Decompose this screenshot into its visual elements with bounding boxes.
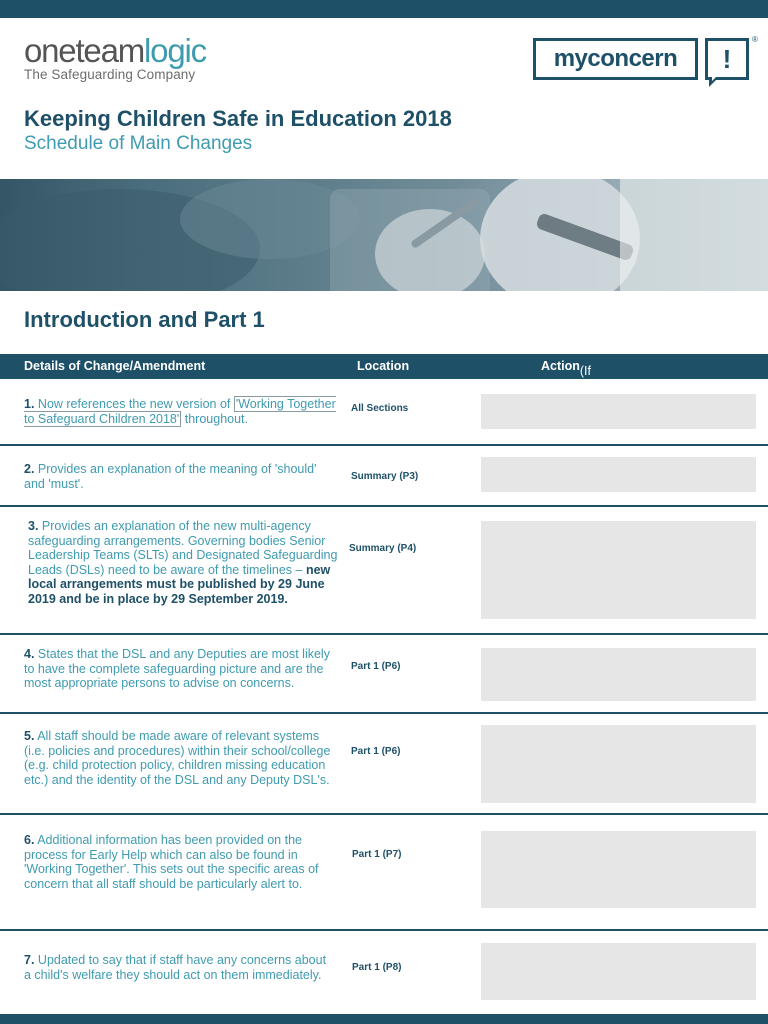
row-description: 5. All staff should be made aware of relevant systems (i.e. policies and procedures) within their school/college (e.g. child protection policy, children missing education etc.) and the identity of the DSL and any Deputy DSL's. <box>24 729 331 787</box>
hero-photo-illustration <box>0 179 768 291</box>
table-header <box>0 354 768 392</box>
section-title: Introduction and Part 1 <box>24 307 265 332</box>
action-input-box[interactable] <box>481 831 756 908</box>
myconcern-logo <box>533 35 763 90</box>
row-location: Summary (P3) <box>351 471 419 482</box>
action-input-box[interactable] <box>481 943 756 1000</box>
action-input-box[interactable] <box>481 725 756 803</box>
row-description: 1. Now references the new version of 'Working Together to Safeguard Children 2018' throughout. <box>24 397 336 426</box>
table-row <box>0 446 768 507</box>
logo-wordmark <box>24 34 206 68</box>
logo-word-oneteam: oneteam <box>24 32 145 69</box>
row-description: 3. Provides an explanation of the new multi-agency safeguarding arrangements. Governing bodies Senior Leadership Teams (SLTs) and Designated Safeguarding Leads (DSLs) need to be aware of the timelines – new local arrangements must be published by 29 June 2019 and be in place by 29 September 2019. <box>28 519 338 606</box>
row-description: 7. Updated to say that if staff have any concerns about a child's welfare they should act on them immediately. <box>24 953 327 982</box>
myconcern-wordmark: myconcern <box>533 38 698 80</box>
hero-image <box>0 179 768 291</box>
row-description: 2. Provides an explanation of the meaning of 'should' and 'must'. <box>24 462 317 491</box>
bottom-bar <box>0 1014 768 1024</box>
table-row <box>0 931 768 1014</box>
registered-mark: ® <box>752 35 758 44</box>
row-location: All Sections <box>351 403 409 414</box>
row-location: Summary (P4) <box>349 543 417 554</box>
oneteamlogic-logo <box>24 34 206 82</box>
table-row <box>0 507 768 635</box>
top-bar <box>0 0 768 18</box>
header-details: Details of Change/Amendment <box>24 359 206 373</box>
row-description: 6. Additional information has been provided on the process for Early Help which can also be found in 'Working Together'. This sets out the specific areas of concern that all staff should be particularly alert to. <box>24 833 319 891</box>
header-action: Action (If relevant) <box>541 359 629 392</box>
linked-document-reference[interactable]: 'Working Together to Safeguard Children 2018' <box>24 397 336 426</box>
table-row <box>0 714 768 815</box>
action-input-box[interactable] <box>481 648 756 701</box>
row-location: Part 1 (P6) <box>351 661 401 672</box>
row-location: Part 1 (P7) <box>352 849 402 860</box>
action-input-box[interactable] <box>481 394 756 429</box>
document-subtitle: Schedule of Main Changes <box>24 133 253 154</box>
action-input-box[interactable] <box>481 457 756 492</box>
table-row <box>0 815 768 931</box>
table-row <box>0 635 768 714</box>
row-description: 4. States that the DSL and any Deputies are most likely to have the complete safeguarding picture and are the most appropriate persons to advise on concerns. <box>24 647 330 691</box>
header-location: Location <box>357 359 410 373</box>
speech-bubble-icon: ! <box>705 38 749 80</box>
logo-tagline: The Safeguarding Company <box>24 67 196 82</box>
table-row <box>0 381 768 446</box>
document-title: Keeping Children Safe in Education 2018 <box>24 106 452 131</box>
row-location: Part 1 (P6) <box>351 746 401 757</box>
logo-word-logic: logic <box>144 32 206 69</box>
action-input-box[interactable] <box>481 521 756 619</box>
row-location: Part 1 (P8) <box>352 962 402 973</box>
